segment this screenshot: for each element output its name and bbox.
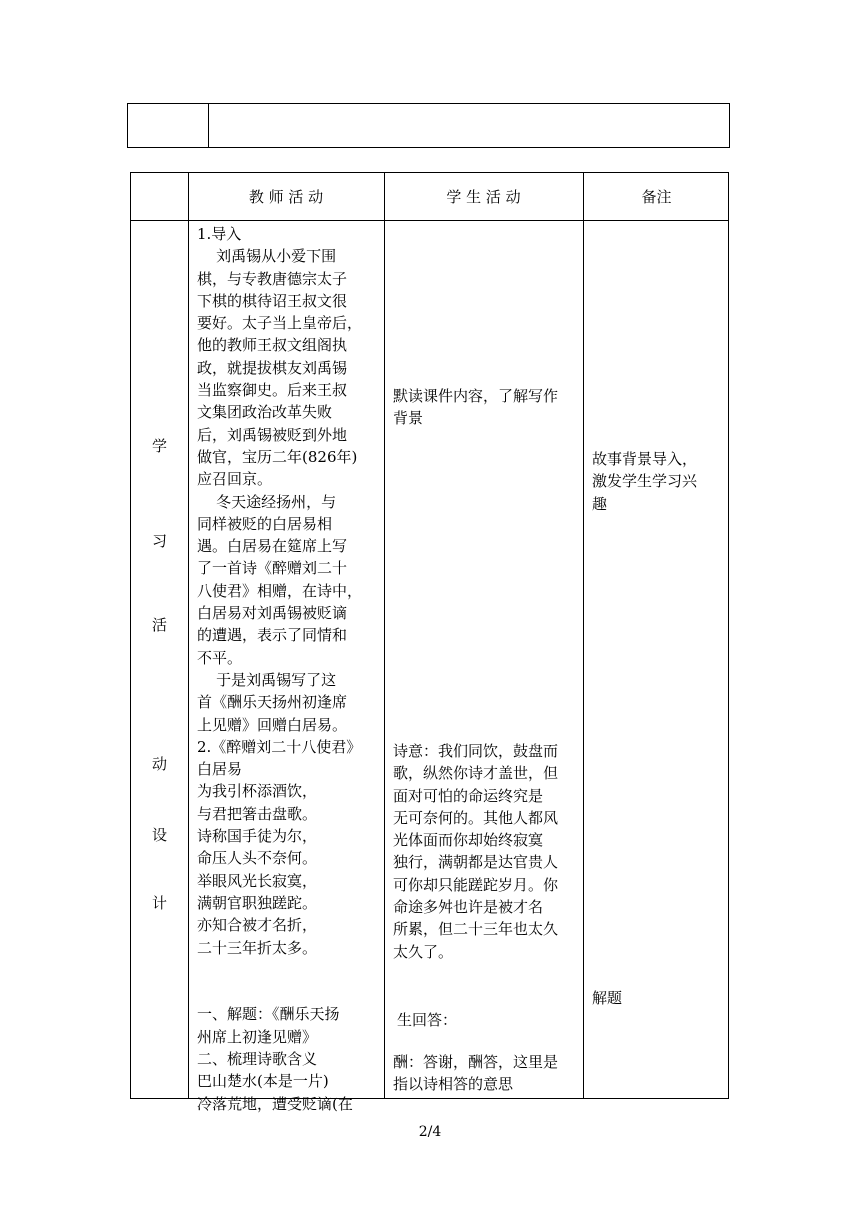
teacher-activity-line: 为我引杯添酒饮， [197,782,318,801]
header-blank [131,173,188,220]
teacher-activity-line: 上见赠》回赠白居易。 [197,715,348,734]
student-activity-line: 歌，纵然你诗才盖世，但 [393,764,559,783]
side-label-char: 设 [151,826,167,844]
teacher-activity-line: 了一首诗《醉赠刘二十 [197,559,348,578]
teacher-activity-content [197,223,362,1115]
teacher-activity-line: 应召回京。 [197,470,273,489]
student-activity-line: 酬：答谢，酬答，这里是 [393,1053,559,1071]
student-activity-line: 可你却只能蹉跎岁月。你 [393,875,559,894]
teacher-activity-line: 首《酬乐天扬州初逢席 [197,693,348,712]
student-activity-line: 指以诗相答的意思 [393,1075,514,1094]
student-activity-line: 太久了。 [393,942,454,961]
teacher-activity-line: 下棋的棋待诏王叔文很 [197,291,348,310]
teacher-activity-line: 冷落荒地，遭受贬谪(在 [197,1094,353,1113]
teacher-activity-line: 刘禹锡从小爱下围 [197,247,337,266]
teacher-activity-line: 他的教师王叔文组阁执 [197,336,348,355]
header-row-divider [131,220,728,221]
teacher-activity-line: 1.导入 [197,225,242,243]
student-activity-line: 生回答： [397,1011,458,1029]
teacher-activity-line [197,981,362,1003]
page-number: 2/4 [418,1124,442,1140]
header-notes: 备注 [641,188,672,206]
teacher-activity-line: 二十三年折太多。 [197,938,318,957]
teacher-activity-line: 要好。太子当上皇帝后， [197,314,363,333]
side-label-char: 学 [151,437,167,455]
student-activity-line: 无可奈何的。其他人都风 [393,808,559,827]
teacher-activity-line: 八使君》相赠，在诗中， [197,581,363,600]
lesson-design-table [130,172,729,1113]
header-teacher-activity: 教 师 活 动 [248,188,324,206]
teacher-activity-line: 不平。 [197,648,243,667]
teacher-activity-line: 诗称国手徒为尔， [197,827,318,846]
side-label-char: 活 [151,616,167,634]
teacher-activity-line: 后，刘禹锡被贬到外地 [197,425,348,444]
student-activity-answer [397,1009,457,1031]
teacher-activity-line: 文集团政治改革失败 [197,403,333,422]
student-activity-line: 独行，满朝都是达官贵人 [393,853,559,872]
teacher-activity-line: 的遭遇，表示了同情和 [197,626,348,645]
top-table-divider [208,104,209,147]
side-label-char: 习 [151,532,167,550]
teacher-activity-line: 二、梳理诗歌含义 [197,1049,318,1068]
notes-line: 趣 [592,494,608,513]
column-divider-3 [583,173,584,1098]
teacher-activity-line: 遇。白居易在筵席上写 [197,537,348,556]
side-label-char: 动 [151,755,167,773]
student-activity-line: 默读课件内容，了解写作 [393,387,559,405]
teacher-activity-line: 冬天途经扬州，与 [197,492,337,511]
student-activity-poem-meaning [393,740,558,963]
teacher-activity-line: 白居易 [197,760,243,779]
notes-line: 解题 [592,989,623,1007]
student-activity-line: 诗意：我们同饮，鼓盘而 [393,742,559,760]
teacher-activity-line: 于是刘禹锡写了这 [197,670,337,689]
student-activity-line: 面对可怕的命运终究是 [393,786,544,805]
teacher-activity-line: 白居易对刘禹锡被贬谪 [197,604,348,623]
notes-title-explain [592,987,622,1009]
student-activity-reading [393,385,558,430]
side-label-char: 计 [151,894,167,912]
teacher-activity-line: 亦知合被才名折， [197,916,318,935]
student-activity-line: 命途多舛也许是被才名 [393,898,544,917]
student-activity-line: 背景 [393,409,424,428]
teacher-activity-line: 巴山楚水(本是一片) [197,1072,329,1091]
teacher-activity-line: 举眼风光长寂寞， [197,871,318,890]
teacher-activity-line: 与君把箸击盘歌。 [197,804,318,823]
teacher-activity-line: 当监察御史。后来王叔 [197,381,348,400]
teacher-activity-line: 做官，宝历二年(826年) [197,447,358,466]
column-divider-1 [188,173,189,1098]
student-activity-line: 所累，但二十三年也太久 [393,920,559,939]
teacher-activity-line: 同样被贬的白居易相 [197,514,333,533]
teacher-activity-line: 命压人头不奈何。 [197,849,318,868]
notes-line: 激发学生学习兴 [592,472,698,491]
student-activity-explanation [393,1051,558,1096]
teacher-activity-line: 满朝官职独蹉跎。 [197,893,318,912]
top-info-table [127,103,730,148]
column-divider-2 [384,173,385,1098]
teacher-activity-line: 2.《醉赠刘二十八使君》 [197,737,362,756]
notes-story-intro [592,448,697,515]
teacher-activity-line [197,959,362,981]
teacher-activity-line: 州席上初逢见赠》 [197,1027,318,1046]
student-activity-line: 光体面而你却始终寂寞 [393,831,544,850]
notes-line: 故事背景导入， [592,450,698,468]
teacher-activity-line: 一、解题：《酬乐天扬 [197,1005,340,1024]
teacher-activity-line: 政，就提拔棋友刘禹锡 [197,358,348,377]
teacher-activity-line: 棋，与专教唐德宗太子 [197,269,348,288]
header-student-activity: 学 生 活 动 [446,188,521,206]
